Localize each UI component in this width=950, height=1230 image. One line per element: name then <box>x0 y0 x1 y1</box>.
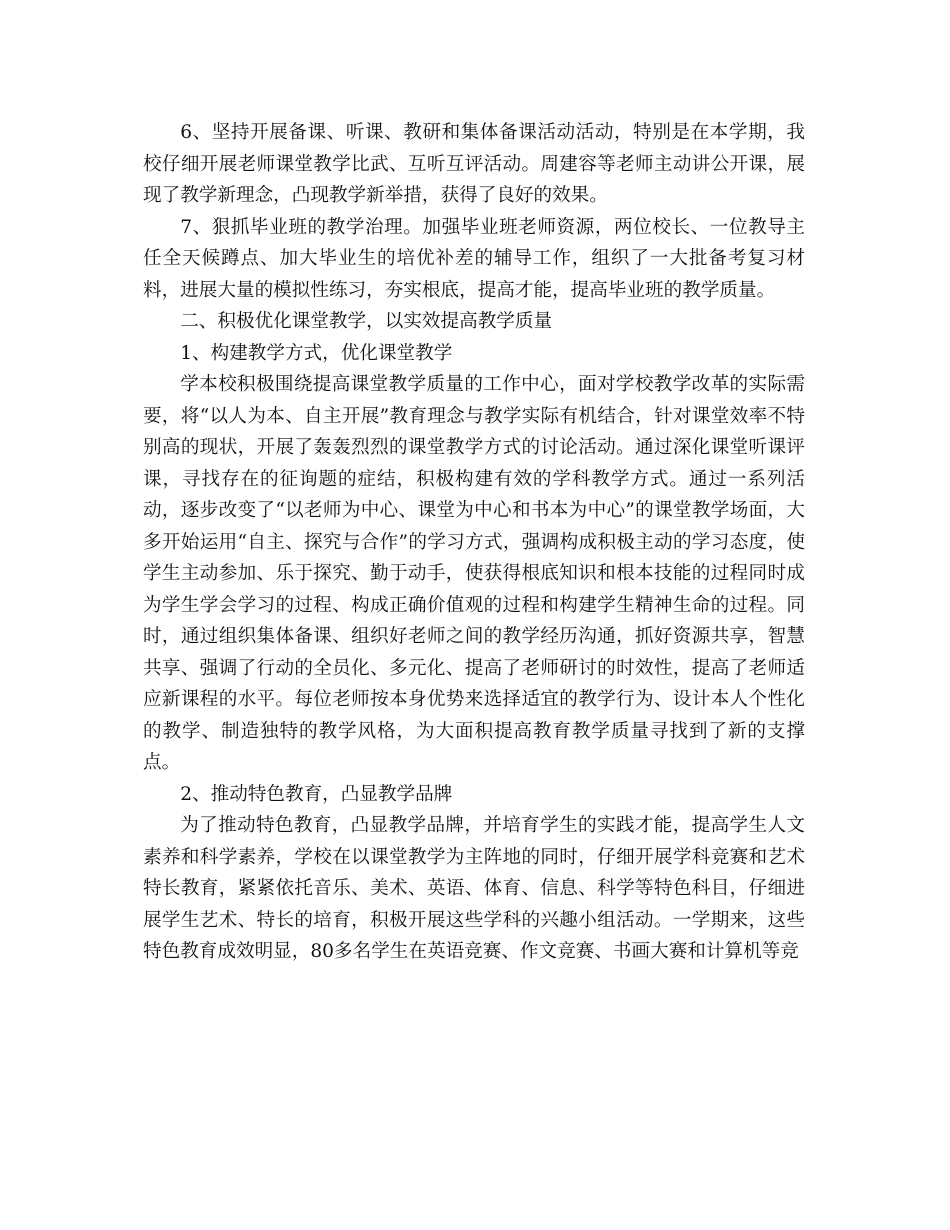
paragraph-item-7: 7、狠抓毕业班的教学治理。加强毕业班老师资源，两位校长、一位教导主任全天候蹲点、加大毕业生的培优补差的辅导工作，组织了一大批备考复习材料，进展大量的模拟性练习，夯实根底，提高才能，提高毕业班的教学质量。 <box>143 216 805 301</box>
subsection-heading-2: 2、推动特色教育，凸显教学品牌 <box>180 783 453 805</box>
paragraph-special-education: 为了推动特色教育，凸显教学品牌，并培育学生的实践才能，提高学生人文素养和科学素养，学校在以课堂教学为主阵地的同时，仔细开展学科竞赛和艺术特长教育，紧紧依托音乐、美术、英语、体育、信息、科学等特色科目，仔细进展学生艺术、特长的培育，积极开展这些学科的兴趣小组活动。一学期来，这些特色教育成效明显，80多名学生在英语竞赛、作文竞赛、书画大赛和计算机等竞 <box>143 815 805 962</box>
paragraph-teaching-method: 学本校积极围绕提高课堂教学质量的工作中心，面对学校教学改革的实际需要，将“以人为本、自主开展”教育理念与教学实际有机结合，针对课堂效率不特别高的现状，开展了轰轰烈烈的课堂教学方式的讨论活动。通过深化课堂听课评课，寻找存在的征询题的症结，积极构建有效的学科教学方式。通过一系列活动，逐步改变了“以老师为中心、课堂为中心和书本为中心”的课堂教学场面，大多开始运用“自主、探究与合作”的学习方式，强调构成积极主动的学习态度，使学生主动参加、乐于探究、勤于动手，使获得根底知识和根本技能的过程同时成为学生学会学习的过程、构成正确价值观的过程和构建学生精神生命的过程。同时，通过组织集体备课、组织好老师之间的教学经历沟通，抓好资源共享，智慧共享、强调了行动的全员化、多元化、提高了老师研讨的时效性，提高了老师适应新课程的水平。每位老师按本身优势来选择适宜的教学行为、设计本人个性化的教学、制造独特的教学风格，为大面积提高教育教学质量寻找到了新的支撑点。 <box>143 374 805 773</box>
subsection-heading-1: 1、构建教学方式，优化课堂教学 <box>180 342 453 364</box>
document-body <box>143 117 805 968</box>
section-heading-2: 二、积极优化课堂教学，以实效提高教学质量 <box>180 311 553 332</box>
paragraph-item-6: 6、坚持开展备课、听课、教研和集体备课活动活动，特别是在本学期，我校仔细开展老师课堂教学比武、互听互评活动。周建容等老师主动讲公开课，展现了教学新理念，凸现教学新举措，获得了良好的效果。 <box>143 122 805 206</box>
